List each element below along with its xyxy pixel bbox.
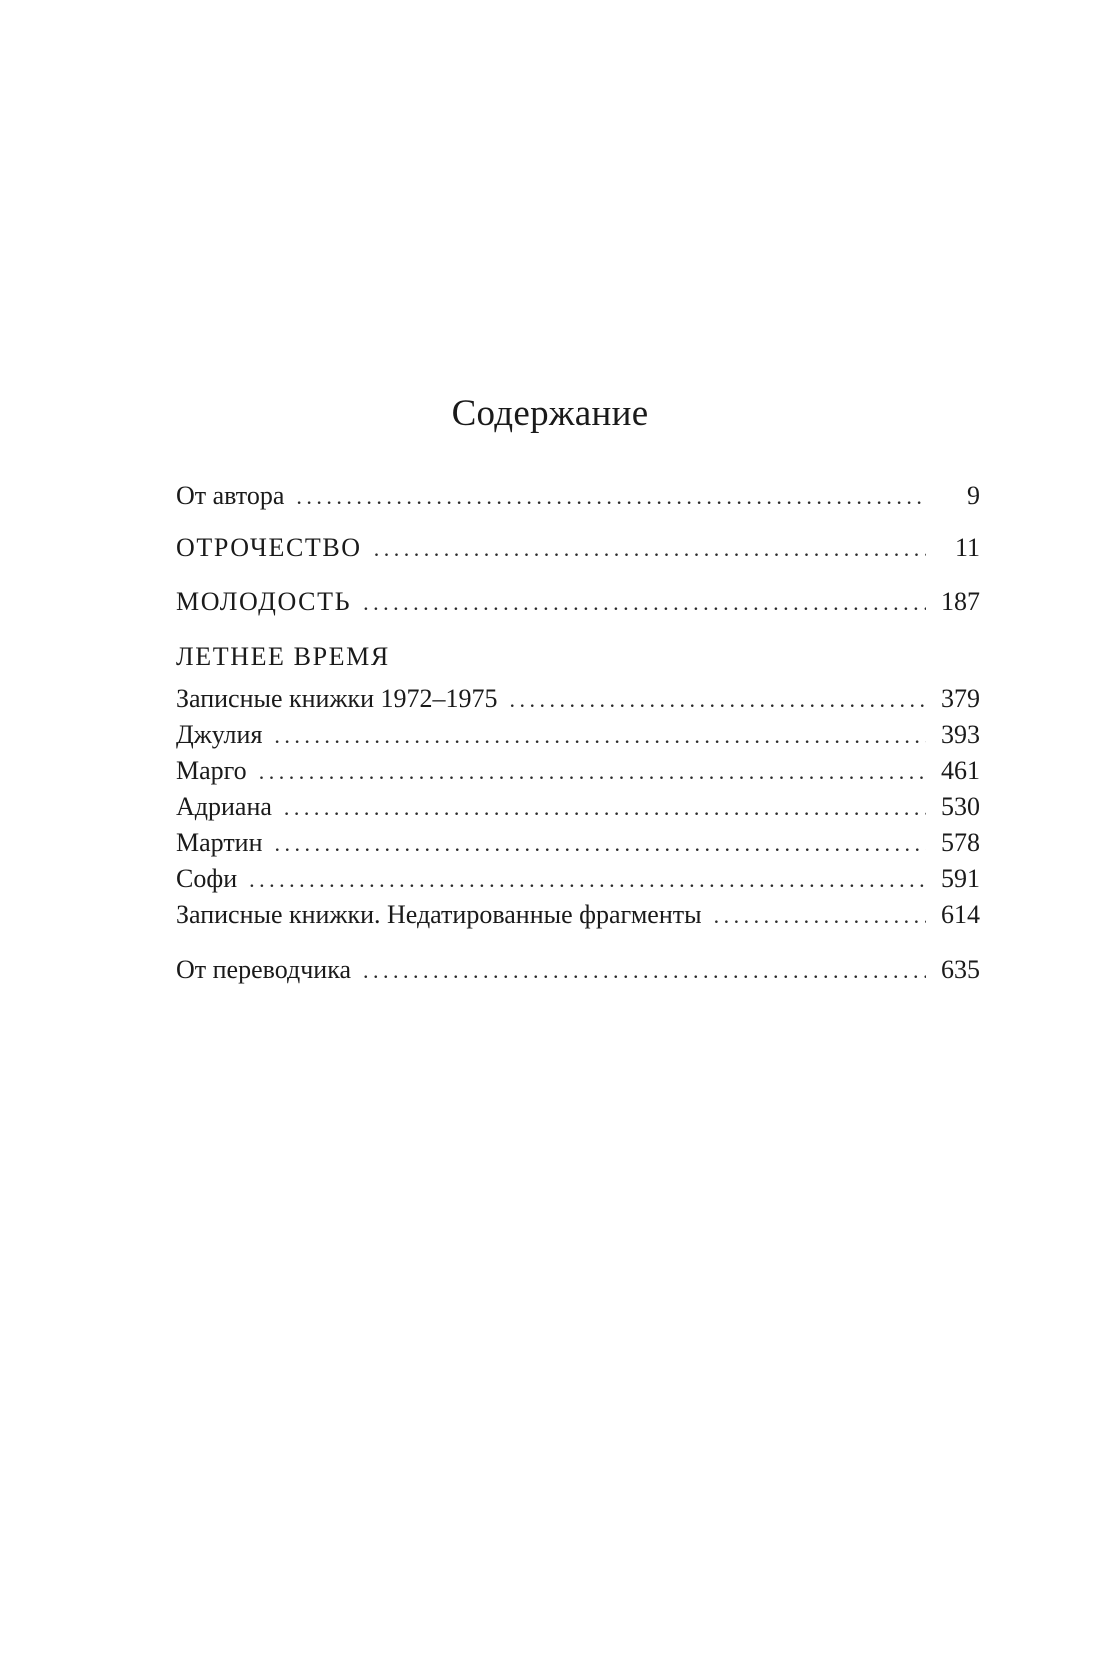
toc-entry-from-translator[interactable] xyxy=(176,954,980,986)
toc-entry-page: 578 xyxy=(941,828,980,857)
dot-leader xyxy=(249,864,926,896)
dot-leader xyxy=(363,955,926,987)
toc-entry-label: Софи xyxy=(176,864,238,893)
section-heading: ЛЕТНЕЕ ВРЕМЯ xyxy=(176,642,390,671)
toc-entry-adriana[interactable] xyxy=(176,791,980,823)
dot-leader xyxy=(714,900,926,932)
toc-entry-notebooks[interactable] xyxy=(176,683,980,715)
toc-entry-page: 530 xyxy=(941,792,980,821)
dot-leader xyxy=(274,720,926,752)
dot-leader xyxy=(374,533,926,565)
dot-leader xyxy=(296,481,926,513)
toc-entry-page: 461 xyxy=(941,756,980,785)
toc-entry-label: ОТРОЧЕСТВО xyxy=(176,533,362,562)
dot-leader xyxy=(509,684,926,716)
dot-leader xyxy=(363,587,926,619)
toc-entry-page: 614 xyxy=(941,900,980,929)
table-of-contents xyxy=(176,0,980,1669)
toc-entry-label: Записные книжки 1972–1975 xyxy=(176,684,498,713)
toc-entry-page: 11 xyxy=(954,533,980,562)
toc-entry-label: МОЛОДОСТЬ xyxy=(176,587,352,616)
toc-entry-martin[interactable] xyxy=(176,827,980,859)
toc-entry-margot[interactable] xyxy=(176,755,980,787)
page-title: Содержание xyxy=(451,393,649,434)
toc-entry-label: Джулия xyxy=(176,720,263,749)
toc-entry-page: 635 xyxy=(941,955,980,984)
dot-leader xyxy=(275,828,926,860)
toc-entry-label: От автора xyxy=(176,481,285,510)
toc-entry-page: 9 xyxy=(967,481,980,510)
dot-leader xyxy=(284,792,926,824)
toc-entry-youth[interactable] xyxy=(176,586,980,618)
toc-entry-label: От переводчика xyxy=(176,955,351,984)
toc-entry-label: Записные книжки. Недатированные фрагменты xyxy=(176,900,702,929)
toc-entry-label: Адриана xyxy=(176,792,272,821)
toc-entry-page: 393 xyxy=(941,720,980,749)
toc-entry-from-author[interactable] xyxy=(176,480,980,512)
toc-entry-page: 187 xyxy=(941,587,980,616)
toc-entry-label: Марго xyxy=(176,756,247,785)
dot-leader xyxy=(259,756,926,788)
toc-entry-julia[interactable] xyxy=(176,719,980,751)
toc-entry-label: Мартин xyxy=(176,828,263,857)
toc-entry-sophie[interactable] xyxy=(176,863,980,895)
toc-entry-undated-fragments[interactable] xyxy=(176,899,980,931)
toc-entry-page: 379 xyxy=(941,684,980,713)
toc-entry-boyhood[interactable] xyxy=(176,532,980,564)
toc-entry-page: 591 xyxy=(941,864,980,893)
